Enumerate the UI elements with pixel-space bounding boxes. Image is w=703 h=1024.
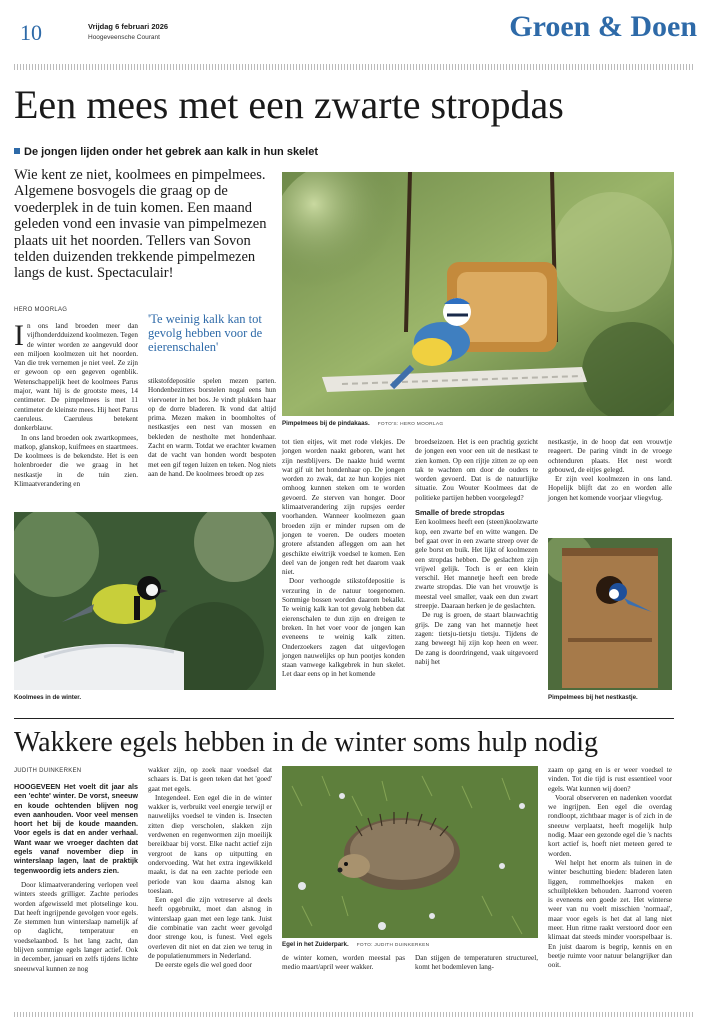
hedgehog-illustration [282, 766, 538, 938]
article2-col1 [14, 782, 138, 974]
article2-col3 [282, 954, 405, 973]
dropcap: I [14, 319, 24, 352]
article1-col2 [148, 377, 276, 479]
caption-right-photo: Pimpelmees bij het nestkastje. [548, 694, 638, 701]
a2-col2-p3: Een egel die zijn vetreserve al deels heeft opgebruikt, moet dan alsnog in winterslaap gaan met een lege tank. Juist die combinatie van zacht weer gevolgd door strenge kou, is funest. Veel egels overleven dit niet en dat zien we terug in de populatienummers in Nederland. [148, 896, 272, 960]
col1-p2: In ons land broeden ook zwartkopmees, matkop, glanskop, kuifmees en staartmees. De koolmees is de bekendste. Het is een holenbroeder die we graag in het nestkastje in de tuin zien. Klimaatverandering en [14, 433, 138, 489]
col5-p2: Er zijn veel koolmezen in ons land. Hopelijk blijft dat zo en worden alle jongen het komende voorjaar vliegvlug. [548, 475, 672, 502]
a2-col1-p1: Door klimaatverandering verlopen veel winters steeds grilliger. Zachte periodes worden afgewisseld met plotselinge kou. Dat heeft ingrijpende gevolgen voor egels. Ze stemmen hun winterslaap namelijk af op daglicht, temperatuur en voedselaanbod. Is het lang zacht, dan blijven sommige egels langer actief. Ook in december, januari en zelfs tijdens lichte sneeuwval kunnen ze nog [14, 880, 138, 973]
a2-col2-p4: De eerste egels die wel goed door [155, 961, 252, 970]
article2-col5 [548, 766, 672, 971]
article2-lead [14, 782, 138, 875]
col1-p1: n ons land broeden meer dan vijfhonderdduizend koolmezen. Tegen de winter worden ze aangevuld door een miljoen koolmezen uit het noorden. Van die trek vernemen je niet veel. Ze zijn er gewoon op een gegeven ogenblik. Wetenschappelijk heet de koolmees Parus major, want hij is de grootste mees, 14 centimeter. De pimpelmees is met 11 centimeter de kleinste mees. Hij heet Parus caeruleus. Caeruleus betekent donkerblauw. [14, 322, 138, 433]
lead-text: Het voelt dit jaar als een 'echte' winter. De vorst, sneeuw en koude ochtenden blijven nog even aanhouden. Voor veel mensen hoort het bij de koude maanden. Voor egels is dat en ander verhaal. Want waar we vroeger dachten dat egels vanaf november diep in winterslaap lagen, laat de praktijk tegenwoordig iets anders zien. [14, 782, 139, 875]
blue-tit-illustration [282, 172, 674, 416]
photo-blue-tit-peanut-butter [282, 172, 674, 416]
a2-col5-p3: Wel helpt het enorm als tuinen in de winter beschutting bieden: bladeren laten liggen, rommelhoekjes maken en schuilplekken behouden. Jaarrond voeren is eveneens een goede zet. Het winterse weer van nu voelt misschien 'normaal', maar voor egels is het dat al lang niet meer. Hun ritme raakt verstoord door een klimaat dat steeds minder voorspelbaar is. En juist daarom is begrip, kennis en en beetje ruimte voor natuur belangrijker dan ooit. [548, 858, 672, 970]
col3-p1: tot tien eitjes, wit met rode vlekjes. De jongen worden naakt geboren, want het zijn nestblijvers. De naakte huid wermt wat gif uit het hondenhaar op. De jongen worden zo zwak, dat ze hun kopjes niet omhoog kunnen steken om te worden gevoerd. Ze sterven van honger. Door klimaatverandering zijn rupsjes eerder voorhanden. Wanneer koolmezen gaan broeden zijn er minder rupsen om de jongen te voeren. De ouders moeten grotere afstanden afleggen om aan het geschikte eiwitrijk voedsel te komen. Een deel van de jongen redt het daarom vaak niet. [282, 438, 405, 577]
col4-p3: De rug is groen, de staart blauwachtig grijs. De zang van het mannetje heet zagen: tietsju-tietsju tietsju. Tijdens de zang beweegt hij zijn kop heen en weer. De zang is doordringend, vaak uitgevoerd nabij het [415, 611, 538, 666]
caption-left-photo: Koolmees in de winter. [14, 694, 82, 701]
article2-col4 [415, 954, 538, 973]
nestbox-illustration [548, 538, 672, 690]
great-tit-illustration [14, 512, 276, 690]
caption-main-text: Pimpelmees bij de pindakaas. [282, 420, 370, 427]
caption-hedgehog-credit: FOTO: JUDITH DUINKERKEN [356, 943, 430, 948]
a2-col2-p2: Integendeel. Een egel die in de winter wakker is, verbruikt veel energie terwijl er nauwelijks voedsel te vinden is. Insecten zitten diep verscholen, slakken zijn verdwenen en regenwormen zijn moeilijk bereikbaar bij vorst. Elke nacht actief zijn vergroot de kans op uitputting en ondervoeding. Wat het extra ingewikkeld maakt, is dat na een zachte periode een periode van kou daarna alsnog kan toeslaan. [148, 793, 272, 895]
a2-col3-p1: de winter komen, worden meestal pas medio maart/april weer wakker. [282, 954, 405, 972]
col2-p1: stikstofdepositie spelen mezen parten. Hondenbezitters borstelen nogal eens hun viervoeter in het bos. Je vindt plukken haar op de dorre bladeren. Ik vond dat altijd prima. Mezen maken in boomholtes of nestkastjes een nest van mossen en bekleden de nestholte met hondenhaar. Zacht en warm. Totdat we erachter kwamen dat de vacht van honden wordt bespoten met een gif tegen luizen en teken. Nog niets aan de hand. De koolmees broedt op zes [148, 377, 276, 478]
caption-main-credit: FOTO'S: HERO MOORLAG [377, 422, 444, 427]
article2-headline: Wakkere egels hebben in de winter soms hulp nodig [14, 727, 599, 758]
a2-col4-p1: Dan stijgen de temperaturen structureel, komt het bodemleven lang- [415, 954, 538, 972]
page-number: 10 [20, 20, 42, 45]
article-divider [14, 718, 674, 719]
caption-main-photo [282, 420, 443, 427]
col4-p2: Een koolmees heeft een (steen)koolzwarte kop, een zwarte bef en witte wangen. De bef gaat over in een zwarte streep over de gele borst en buik. Het lijkt of koolmezen een stropdas hebben. De geslachten zijn vrijwel gelijk. Toch is er een klein verschil. Het mannetje heeft een brede zwarte stropdas. Die van het vrouwtje is meestal veel smaller, vaak een dun zwart streepje. Daaraan herken je de geslachten. [415, 518, 538, 611]
article2-col2 [148, 766, 272, 971]
article1-subhead [14, 146, 318, 158]
article1-col3 [282, 438, 405, 680]
article2-author: JUDITH DUINKERKEN [14, 768, 82, 774]
header-rule [14, 64, 694, 70]
col3-p2: Door verhoogde stikstofdepositie is verzuring in de natuur toegenomen. Sommige bossen worden daarom bekalkt. Te weinig kalk kan tot gevolg hebben dat eierenschalen te dun zijn en dreigen te breken. In het voer voor de jongen kan eveneens te weinig kalk zitten. Onderzoekers zagen dat uitgevlogen jongen nauwelijks op hun pootjes konden staan vanwege kalkgebrek in hun skelet. Let daar eens op in het komende [282, 577, 405, 679]
a2-col2-p1: wakker zijn, op zoek naar voedsel dat schaars is. Dat is geen teken dat het 'goed' gaat met egels. [148, 766, 272, 793]
section-title: Groen & Doen [509, 10, 697, 43]
a2-col5-p2: Vooral observeren en nadenken voordat we ingrijpen. Een egel die overdag rondloopt, zichtbaar mager is of zich in de sneeuw verplaatst, heeft mogelijk hulp nodig. Maar een gezonde egel die 's nachts kort actief is, hoeft niet meteen gered te worden. [548, 793, 672, 858]
a2-col5-p1: zaam op gang en is er weer voedsel te vinden. Tot die tijd is rust essentieel voor egels. Wat kunnen wij doen? [548, 766, 672, 793]
photo-blue-tit-nestbox [548, 538, 672, 690]
article1-col5 [548, 438, 672, 503]
newspaper-name: Hoogeveensche Courant [88, 34, 160, 41]
photo-hedgehog-zuiderpark [282, 766, 538, 938]
article1-author: HERO MOORLAG [14, 307, 68, 313]
photo-great-tit-winter [14, 512, 276, 690]
article1-col4 [415, 438, 538, 667]
col4-p1: broedseizoen. Het is een prachtig gezicht de jongen een voor een uit de nestkast te zien komen. Op een rijtje zitten ze op een tak te wachten om door de ouders te worden gevoerd. Dat is de natuurlijke situatie. Zou Wouter Koolmees dat de politieke partijen hebben voorgelegd? [415, 438, 538, 502]
subhead-bullet-icon [14, 148, 20, 154]
caption-hedgehog-photo [282, 941, 429, 948]
caption-hedgehog-text: Egel in het Zuiderpark. [282, 941, 349, 948]
article1-headline: Een mees met een zwarte stropdas [14, 82, 564, 127]
article1-col1 [14, 319, 138, 489]
col4-subhead: Smalle of brede stropdas [415, 508, 505, 518]
footer-rule [14, 1012, 694, 1017]
col5-p1: nestkastje, in de hoop dat een vrouwtje reageert. De paring vindt in de vroege ochtenduren plaats. Het nest wordt gebouwd, de eitjes gelegd. [548, 438, 672, 474]
issue-date: Vrijdag 6 februari 2026 [88, 22, 169, 31]
pull-quote: 'Te weinig kalk kan tot gevolg hebben voor de eierenschalen' [148, 312, 263, 354]
lead-place: HOOGEVEEN [14, 782, 61, 791]
subhead-text: De jongen lijden onder het gebrek aan kalk in hun skelet [24, 146, 319, 158]
article1-intro: Wie kent ze niet, koolmees en pimpelmees. Algemene bosvogels die graag op de voederplek in de tuin komen. Een maand geleden vond een invasie van pimpelmezen plaats uit het noorden. Tellers van Sovon telden duizenden trekkende pimpelmezen langs de kust. Spectaculair! [14, 167, 267, 282]
